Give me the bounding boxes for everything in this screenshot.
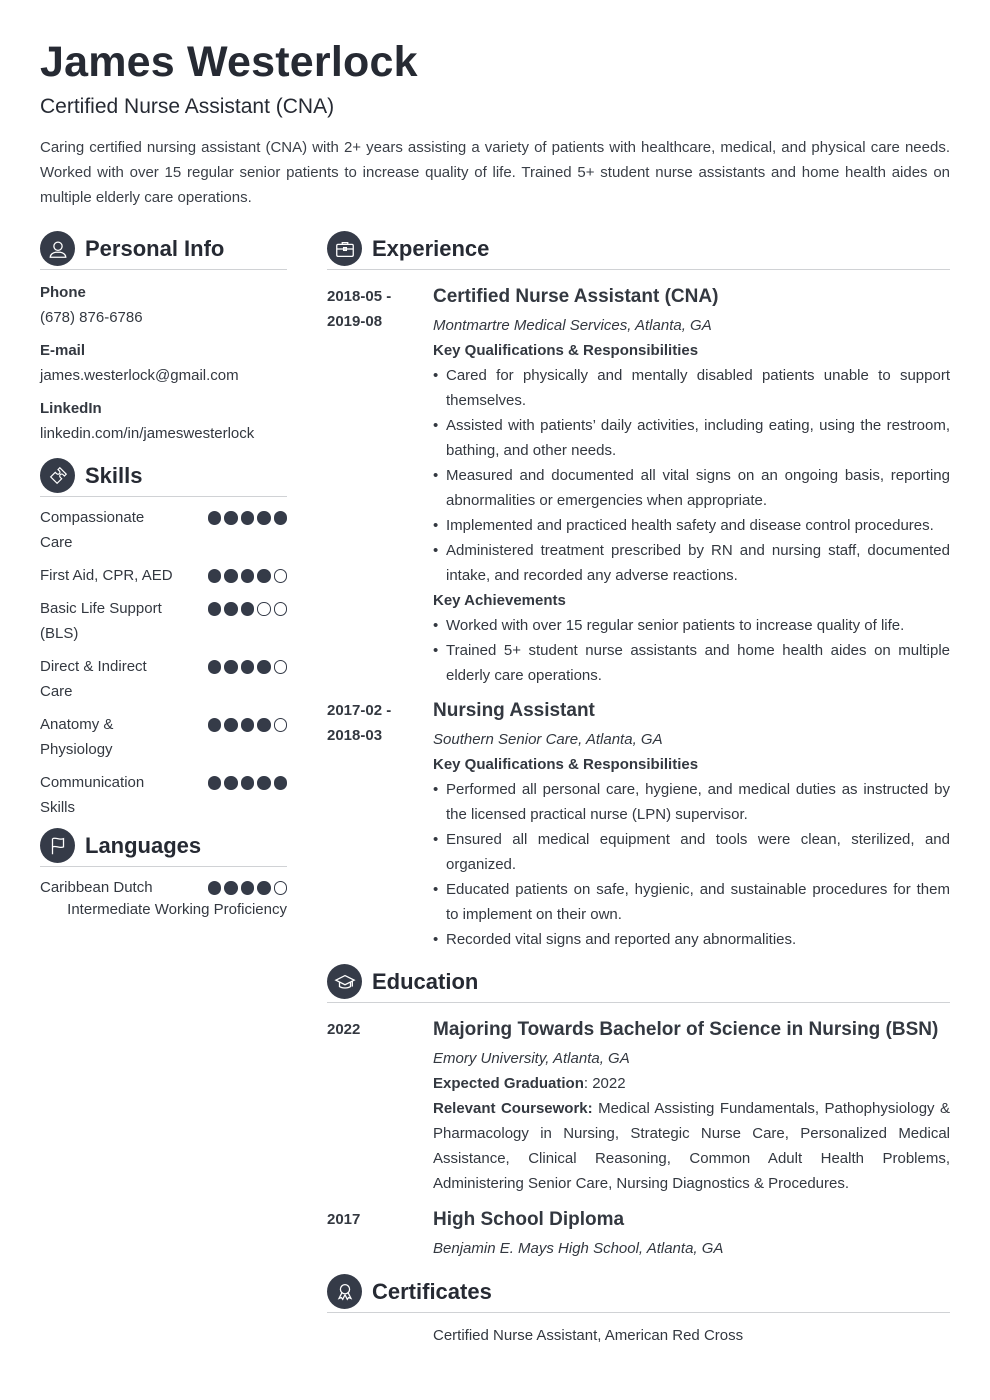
linkedin-value[interactable]: linkedin.com/in/jameswesterlock [40,425,255,442]
divider [40,866,287,867]
rating-dot-filled [274,776,288,790]
candidate-name: James Westerlock [40,38,418,86]
summary: Caring certified nursing assistant (CNA) with 2+ years assisting a variety of patients with healthcare, medical, and physical care needs. Worked with over 15 regular senior patients to increase quality of life. Trained 5+ student nurse assistants and home health aides on multiple elderly care operations. [40,139,950,206]
info-linkedin [40,396,287,446]
entry-date: 2017 [327,1211,361,1228]
rating-dot-filled [208,602,222,616]
rating-dot-filled [208,569,222,583]
section-header-certificates [327,1274,950,1309]
language-item [40,875,287,920]
rating-dot-filled [257,881,271,895]
skill-item [40,770,287,820]
info-label: LinkedIn [40,400,102,417]
skill-name: Anatomy & Physiology [40,716,114,758]
personal-info-list [40,280,287,446]
bullet-item: • Trained 5+ student nurse assistants and home health aides on multiple elderly care operations. [433,638,950,688]
info-phone [40,280,287,330]
degree-title: Majoring Towards Bachelor of Science in Nursing (BSN) [433,1019,939,1040]
rating-dot-filled [224,718,238,732]
responsibilities-list [433,777,950,952]
rating-dot-empty [274,881,288,895]
education-entry [327,1017,950,1196]
divider [40,496,287,497]
entry-date: 2022 [327,1021,361,1038]
skill-item [40,505,287,555]
skill-rating [208,712,288,732]
email-value[interactable]: james.westerlock@gmail.com [40,367,239,384]
school: Benjamin E. Mays High School, Atlanta, GA [433,1240,724,1257]
section-header-experience [327,231,950,266]
company: Southern Senior Care, Atlanta, GA [433,731,663,748]
coursework-label: Relevant Coursework: [433,1100,593,1117]
section-title: Education [372,968,479,994]
section-title: Personal Info [85,235,225,261]
date-end: 2018-03 [327,727,383,744]
skill-item [40,596,287,646]
section-title: Certificates [372,1278,492,1304]
rating-dot-filled [241,602,255,616]
bullet-item: • Cared for physically and mentally disabled patients unable to support themselves. [433,363,950,413]
rating-dot-filled [257,776,271,790]
rating-dot-filled [257,511,271,525]
certificate-name: Certified Nurse Assistant, American Red Cross [433,1327,744,1344]
divider [327,1312,950,1313]
language-rating [208,875,288,900]
graduation-value: : 2022 [583,1075,626,1092]
divider [327,269,950,270]
award-ribbon-icon [327,1274,362,1309]
relevant-coursework [433,1096,950,1196]
skill-rating [208,505,288,525]
flag-icon [40,828,75,863]
section-header-education [327,964,950,999]
achievements-list [433,613,950,688]
entry-date [327,284,433,688]
rating-dot-filled [257,569,271,583]
rating-dot-filled [257,718,271,732]
rating-dot-filled [224,569,238,583]
coursework-value: Medical Assisting Fundamentals, Pathophysiology & Pharmacology in Nursing, Strategic Nurse Care, Personalized Medical Assistance, Clinical Reasoning, Common Adult Health Problems, Administering Senior Care, Nursing Diagnostics & Procedures. [433,1100,950,1192]
skill-rating [208,563,288,583]
user-icon [40,231,75,266]
rating-dot-empty [274,602,288,616]
skill-name: Direct & Indirect Care [40,658,147,700]
info-label: Phone [40,284,86,301]
rating-dot-filled [208,511,222,525]
rating-dot-filled [241,660,255,674]
graduation-label: Expected Graduation [433,1075,584,1092]
bullet-item: • Implemented and practiced health safety and disease control procedures. [433,513,950,538]
expected-graduation [433,1071,950,1096]
rating-dot-filled [224,602,238,616]
bullet-item: • Administered treatment prescribed by RN and nursing staff, documented intake, and recorded any adverse reactions. [433,538,950,588]
phone-value: (678) 876-6786 [40,309,143,326]
entry-date [327,1323,433,1348]
skill-item [40,654,287,704]
entry-date [327,698,433,952]
skill-name: Communication Skills [40,774,145,816]
bullet-item: • Assisted with patients’ daily activities, including eating, using the restroom, bathing, and other needs. [433,413,950,463]
section-title: Experience [372,235,490,261]
info-email [40,338,287,388]
rating-dot-filled [208,881,222,895]
divider [327,1002,950,1003]
section-title: Languages [85,832,202,858]
divider [40,269,287,270]
responsibilities-heading: Key Qualifications & Responsibilities [433,756,699,773]
rating-dot-filled [224,511,238,525]
skill-name: Basic Life Support (BLS) [40,600,162,642]
job-title: Nursing Assistant [433,700,595,721]
date-end: 2019-08 [327,313,383,330]
certificate-entry [327,1323,950,1348]
rating-dot-filled [257,660,271,674]
rating-dot-empty [257,602,271,616]
rating-dot-empty [274,660,288,674]
graduation-cap-icon [327,964,362,999]
bullet-item: • Worked with over 15 regular senior patients to increase quality of life. [433,613,950,638]
skills-list [40,505,287,820]
date-start: 2018-05 - [327,288,392,305]
bullet-item: • Performed all personal care, hygiene, and medical duties as instructed by the licensed practical nurse (LPN) supervisor. [433,777,950,827]
rating-dot-filled [274,511,288,525]
right-column [327,231,950,1348]
bullet-item: • Measured and documented all vital signs on an ongoing basis, reporting abnormalities or emergencies when appropriate. [433,463,950,513]
puzzle-icon [40,458,75,493]
rating-dot-filled [224,881,238,895]
skill-name: First Aid, CPR, AED [40,567,173,584]
responsibilities-list [433,363,950,588]
skill-item [40,563,287,588]
rating-dot-filled [208,776,222,790]
skill-rating [208,654,288,674]
skill-rating [208,770,288,790]
language-proficiency: Intermediate Working Proficiency [67,901,287,918]
bullet-item: • Ensured all medical equipment and tools were clean, sterilized, and organized. [433,827,950,877]
bullet-item: • Recorded vital signs and reported any abnormalities. [433,927,950,952]
section-header-personal-info [40,231,287,266]
skill-name: Compassionate Care [40,509,145,551]
date-start: 2017-02 - [327,702,392,719]
rating-dot-empty [274,569,288,583]
left-column [40,231,287,920]
rating-dot-filled [241,511,255,525]
info-label: E-mail [40,342,86,359]
company: Montmartre Medical Services, Atlanta, GA [433,317,712,334]
bullet-item: • Educated patients on safe, hygienic, and sustainable procedures for them to implement on their own. [433,877,950,927]
section-title: Skills [85,462,143,488]
language-name: Caribbean Dutch [40,879,153,896]
rating-dot-filled [224,776,238,790]
rating-dot-filled [241,718,255,732]
briefcase-icon [327,231,362,266]
rating-dot-filled [224,660,238,674]
job-title: Certified Nurse Assistant (CNA) [433,286,719,307]
skill-item [40,712,287,762]
responsibilities-heading: Key Qualifications & Responsibilities [433,342,699,359]
rating-dot-filled [241,569,255,583]
candidate-title: Certified Nurse Assistant (CNA) [40,95,335,118]
rating-dot-filled [241,881,255,895]
section-header-skills [40,458,287,493]
rating-dot-filled [208,718,222,732]
skill-rating [208,596,288,616]
education-entry [327,1207,950,1261]
rating-dot-filled [208,660,222,674]
degree-title: High School Diploma [433,1209,625,1230]
rating-dot-empty [274,718,288,732]
rating-dot-filled [241,776,255,790]
experience-entry [327,284,950,688]
experience-entry [327,698,950,952]
school: Emory University, Atlanta, GA [433,1050,630,1067]
section-header-languages [40,828,287,863]
achievements-heading: Key Achievements [433,592,566,609]
